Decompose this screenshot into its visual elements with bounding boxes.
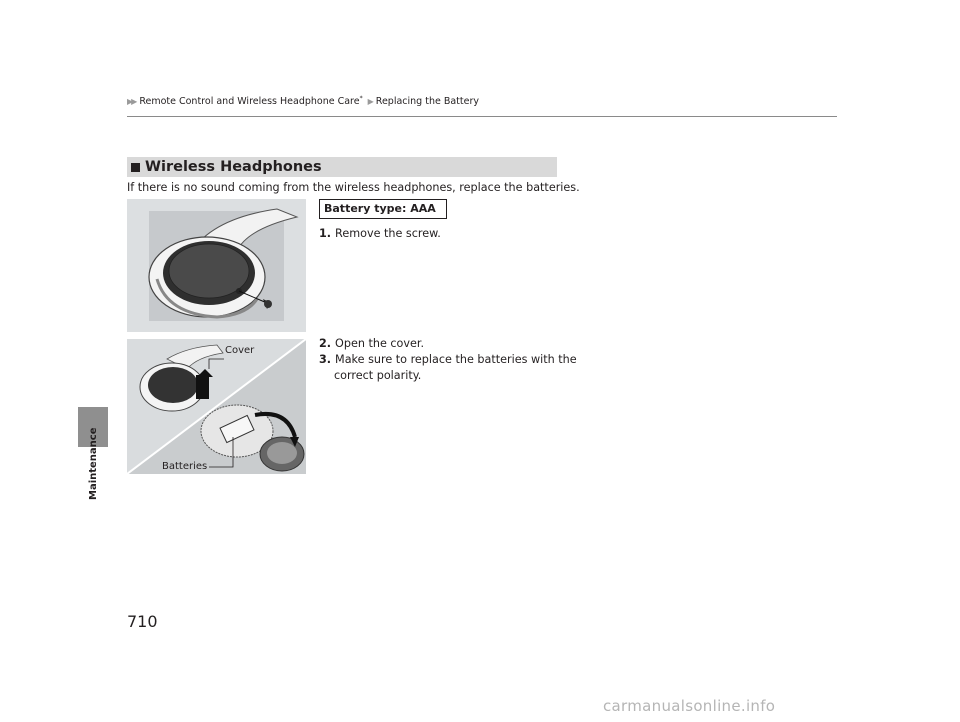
step-number: 1. [319, 227, 332, 240]
breadcrumb [127, 95, 479, 107]
step-number: 3. [319, 353, 332, 366]
header-rule [127, 116, 837, 117]
section-square-icon [131, 163, 140, 172]
section-header [127, 157, 557, 177]
step-number: 2. [319, 337, 332, 350]
breadcrumb-asterisk: * [359, 95, 363, 102]
step-2 [319, 337, 424, 350]
chapter-label: Maintenance [88, 427, 99, 500]
intro-text: If there is no sound coming from the wireless headphones, replace the batteries. [127, 181, 580, 194]
breadcrumb-arrow-icon: ▶▶ [127, 97, 136, 107]
step-text: Make sure to replace the batteries with the [335, 353, 577, 366]
headphone-battery-figure [127, 339, 306, 474]
step-text: Open the cover. [335, 337, 425, 350]
page-number: 710 [127, 612, 158, 631]
step-text: Remove the screw. [335, 227, 441, 240]
breadcrumb-part1[interactable]: Remote Control and Wireless Headphone Care [139, 96, 360, 108]
callout-batteries: Batteries [162, 461, 208, 472]
battery-type-box: Battery type: AAA [319, 199, 447, 219]
step-3 [319, 353, 577, 366]
breadcrumb-arrow-icon: ▶ [367, 97, 372, 107]
step-1 [319, 227, 441, 240]
watermark: carmanualsonline.info [603, 697, 776, 715]
headphone-screw-figure [127, 199, 306, 332]
callout-cover: Cover [225, 345, 255, 356]
section-title: Wireless Headphones [145, 159, 322, 175]
breadcrumb-part2[interactable]: Replacing the Battery [375, 96, 479, 108]
step-3-continued: correct polarity. [334, 369, 422, 382]
